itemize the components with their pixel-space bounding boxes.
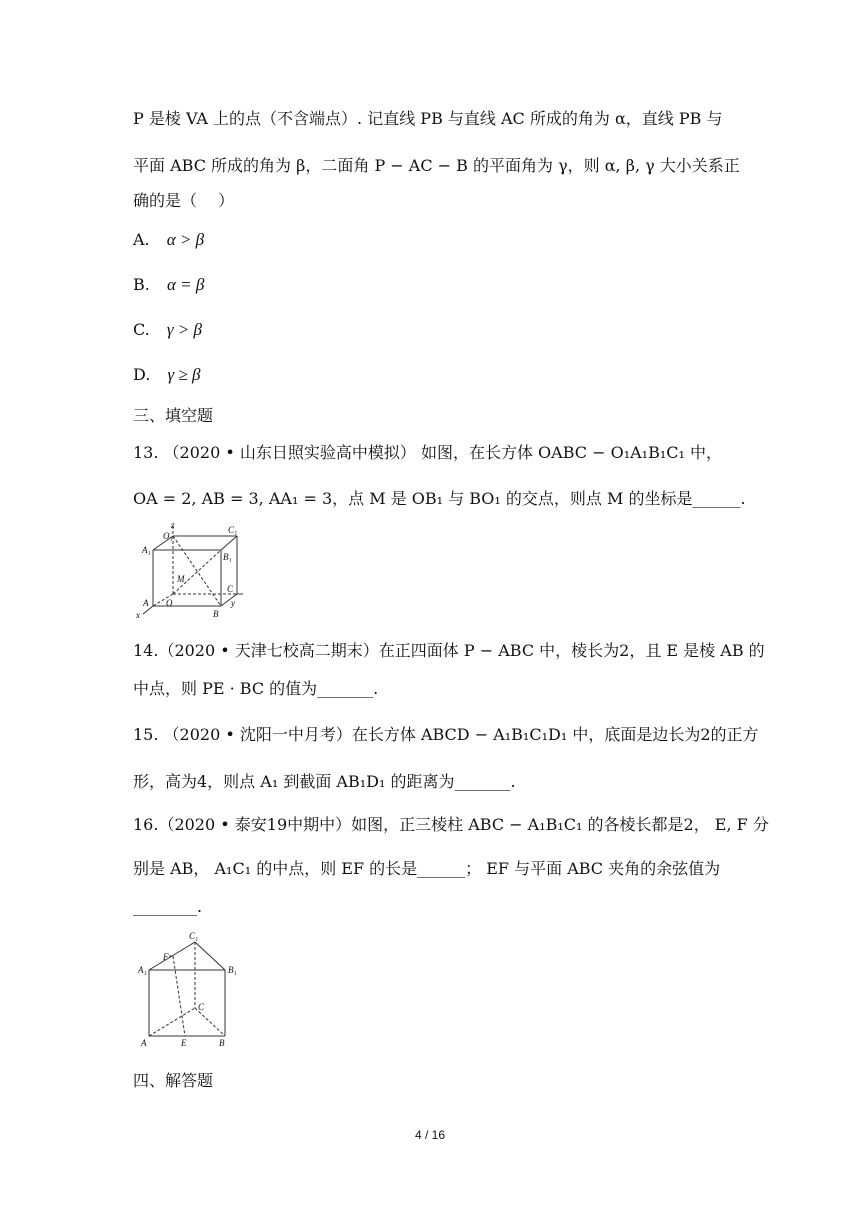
label-y: y bbox=[231, 598, 235, 608]
label-o1: O₁ bbox=[163, 531, 173, 541]
q14-line-2: 中点，则 PE · BC 的值为_______. bbox=[133, 679, 379, 698]
label-a: A bbox=[143, 598, 149, 608]
prism-figure bbox=[133, 930, 243, 1048]
option-c-label: C. bbox=[133, 320, 150, 339]
option-d bbox=[133, 364, 200, 386]
label-m: M bbox=[177, 574, 185, 584]
label-z: z bbox=[171, 522, 175, 530]
label-c: C bbox=[227, 584, 234, 594]
q12-line-1: P 是棱 VA 上的点（不含端点）. 记直线 PB 与直线 AC 所成的角为 α，直线 PB 与 bbox=[133, 109, 723, 128]
section-heading-solve: 四、解答题 bbox=[133, 1071, 214, 1090]
q13-line-1: 13. （2020 • 山东日照实验高中模拟） 如图，在长方体 OABC − O₁A₁B₁C₁ 中， bbox=[133, 443, 722, 462]
q16-line-1: 16.（2020 • 泰安19中期中）如图，正三棱柱 ABC − A₁B₁C₁ 的各棱长都是2， E, F 分 bbox=[133, 815, 769, 834]
label-b1: B₁ bbox=[223, 552, 232, 562]
cuboid-figure bbox=[133, 522, 243, 622]
label-a: A bbox=[141, 1038, 147, 1048]
option-c bbox=[133, 319, 202, 341]
page-number: 4 / 16 bbox=[414, 1128, 446, 1142]
option-a-text: α > β bbox=[166, 230, 205, 249]
label-a1: A₁ bbox=[138, 965, 147, 975]
q16-line-3: ________. bbox=[133, 897, 203, 916]
q12-line-3: 确的是（ ） bbox=[133, 191, 235, 210]
option-a bbox=[133, 229, 204, 251]
option-a-label: A. bbox=[133, 230, 150, 249]
option-b bbox=[133, 274, 204, 296]
label-f: F bbox=[163, 952, 169, 962]
option-d-label: D. bbox=[133, 365, 151, 384]
q16-line-2: 别是 AB， A₁C₁ 的中点，则 EF 的长是______； EF 与平面 ABC 夹角的余弦值为 bbox=[133, 859, 721, 878]
label-e: E bbox=[181, 1038, 187, 1048]
label-c: C bbox=[198, 1002, 205, 1012]
q12-line-2: 平面 ABC 所成的角为 β，二面角 P − AC − B 的平面角为 γ，则 α, β, γ 大小关系正 bbox=[133, 156, 740, 175]
q15-line-1: 15. （2020 • 沈阳一中月考）在长方体 ABCD − A₁B₁C₁D₁ 中，底面是边长为2的正方 bbox=[133, 725, 759, 744]
label-c1: C₁ bbox=[228, 525, 238, 535]
option-b-label: B. bbox=[133, 275, 150, 294]
label-a1: A₁ bbox=[142, 545, 151, 555]
label-b: B bbox=[213, 609, 219, 619]
q13-line-2: OA = 2, AB = 3, AA₁ = 3，点 M 是 OB₁ 与 BO₁ 的交点，则点 M 的坐标是______. bbox=[133, 489, 746, 508]
label-x: x bbox=[136, 610, 140, 620]
label-o: O bbox=[166, 598, 173, 608]
option-b-text: α = β bbox=[166, 275, 205, 294]
option-d-text: γ ≥ β bbox=[167, 365, 201, 384]
q15-line-2: 形，高为4，则点 A₁ 到截面 AB₁D₁ 的距离为_______. bbox=[133, 772, 516, 791]
q14-line-1: 14.（2020 • 天津七校高二期末）在正四面体 P − ABC 中，棱长为2，且 E 是棱 AB 的 bbox=[133, 641, 765, 660]
label-c1: C₁ bbox=[189, 931, 199, 941]
section-heading-fill-in: 三、填空题 bbox=[133, 406, 214, 425]
label-b1: B₁ bbox=[228, 965, 237, 975]
option-c-text: γ > β bbox=[166, 320, 202, 339]
label-b: B bbox=[219, 1038, 225, 1048]
